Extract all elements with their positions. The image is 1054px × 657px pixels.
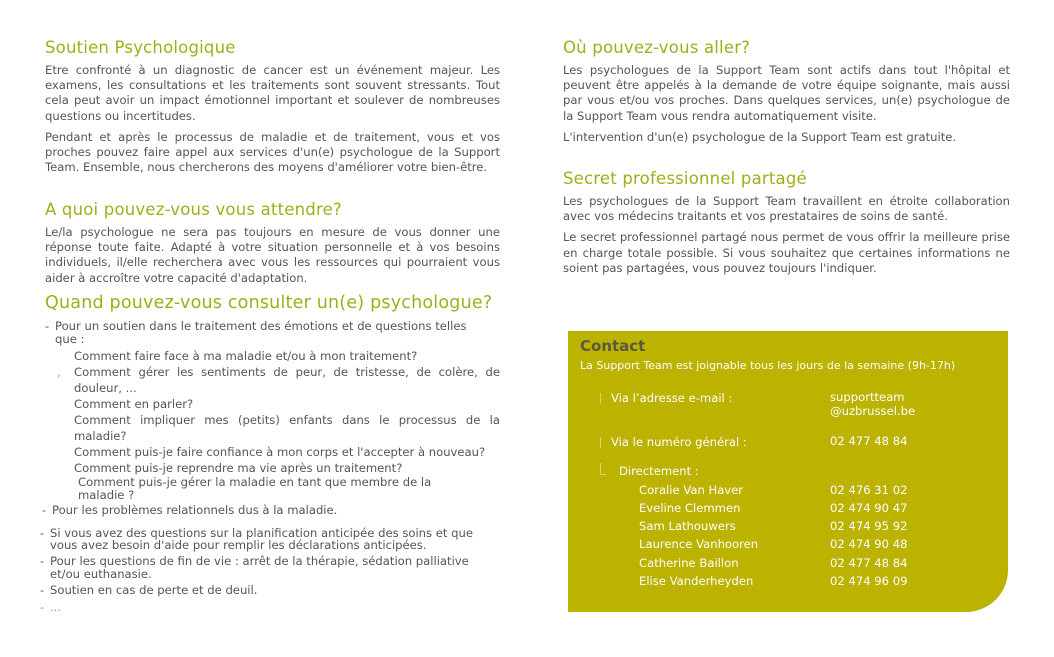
question-list (45, 348, 500, 501)
paragraph: Pendant et après le processus de maladie et de traitement, vous et vos proches pouvez faire appel aux services d'un(e) psychologue de la Support Team. Ensemble, nous chercherons des moyens d'améliorer votre bien-être. (45, 129, 500, 175)
heading-secret-professionnel: Secret professionnel partagé (563, 169, 807, 188)
person-phone[interactable]: 02 474 96 09 (830, 574, 908, 588)
person-phone[interactable]: 02 477 48 84 (830, 556, 908, 570)
section-attendre (45, 200, 500, 286)
paragraph: Les psychologues de la Support Team travaillent en étroite collaboration avec vos médecins traitants et vos prestataires de soins de santé. (563, 194, 1010, 224)
person-phone[interactable]: 02 476 31 02 (830, 483, 908, 497)
section-secret-professionnel (563, 169, 1010, 276)
person-name: Elise Vanderheyden (639, 574, 754, 588)
list-item: - Pour un soutien dans le traitement des émotions et de questions telles que : (45, 319, 467, 347)
contact-box (568, 331, 1008, 612)
question-item: Comment puis-je gérer la maladie en tant que membre de la maladie ? (78, 475, 432, 502)
bullet-mark-icon: ‚ (57, 365, 61, 380)
person-name: Catherine Baillon (639, 556, 739, 570)
email-label: Via l’adresse e-mail : (611, 391, 733, 405)
person-phone[interactable]: 02 474 90 48 (830, 537, 908, 551)
contact-title: Contact (580, 337, 646, 355)
question-item: Comment puis-je reprendre ma vie après un traitement? (74, 461, 403, 476)
question-item: Comment impliquer mes (petits) enfants dans le processus de la maladie? (74, 413, 500, 444)
heading-soutien-psychologique: Soutien Psychologique (45, 38, 236, 57)
heading-a-quoi-attendre: A quoi pouvez-vous vous attendre? (45, 200, 342, 219)
list-item: - Pour les questions de fin de vie : arrêt de la thérapie, sédation palliative et/ou euthanasie. (40, 554, 469, 581)
person-name: Laurence Vanhooren (639, 537, 759, 551)
paragraph: Etre confronté à un diagnostic de cancer est un événement majeur. Les examens, les consultations et les traitements sont souvent stressants. Tout cela peut avoir un impact émotionnel important et soulever de nombreuses questions ou incertitudes. (45, 63, 500, 123)
question-item: ‚ Comment gérer les sentiments de peur, de tristesse, de colère, de douleur, ... (57, 365, 500, 396)
contact-intro: La Support Team est joignable tous les jours de la semaine (9h-17h) (580, 359, 956, 372)
section-soutien (45, 38, 500, 175)
list-item: - Pour les problèmes relationnels dus à la maladie. (42, 503, 338, 518)
paragraph: Le/la psychologue ne sera pas toujours en mesure de vous donner une réponse toute faite. Adapté à votre situation personnelle et à vos besoins individuels, il/elle recherchera avec vous les ressources qui pourraient vous aider à accroître votre capacité d'adaptation. (45, 225, 500, 285)
list-item: - ... (40, 600, 62, 614)
question-item: Comment en parler? (74, 397, 194, 412)
direct-label: Directement : (619, 464, 699, 478)
person-phone[interactable]: 02 474 95 92 (830, 519, 908, 533)
person-name: Eveline Clemmen (639, 501, 741, 515)
paragraph: Le secret professionnel partagé nous permet de vous offrir la meilleure prise en charge totale possible. Si vous souhaitez que certaines informations ne soient pas partagées, vous pouvez toujours l'indiquer. (563, 230, 1010, 275)
person-phone[interactable]: 02 474 90 47 (830, 501, 908, 515)
bullet-bar-icon (600, 393, 601, 404)
question-item: Comment puis-je faire confiance à mon corps et l'accepter à nouveau? (74, 445, 486, 460)
person-name: Coralie Van Haver (639, 483, 744, 497)
question-item: Comment faire face à ma maladie et/ou à mon traitement? (74, 349, 418, 364)
section-quand-consulter (40, 293, 500, 614)
heading-ou-aller: Où pouvez-vous aller? (563, 38, 751, 57)
heading-quand-consulter: Quand pouvez-vous consulter un(e) psychologue? (45, 293, 493, 313)
paragraph: Les psychologues de la Support Team sont actifs dans tout l'hôpital et peuvent être appelés à la demande de votre équipe soignante, mais aussi par vous et/ou vos proches. Dans quelques services, un(e) psychologue de la Support Team vous rendra automatiquement visite. (563, 63, 1010, 123)
paragraph: L'intervention d'un(e) psychologue de la Support Team est gratuite. (563, 129, 957, 144)
bullet-bar-icon (600, 437, 601, 448)
list-item: - Si vous avez des questions sur la planification anticipée des soins et que vous avez besoin d'aide pour remplir les déclarations anticipées. (40, 525, 473, 552)
email-link[interactable]: supportteam @uzbrussel.be (830, 390, 916, 418)
bullet-corner-icon (600, 463, 606, 475)
consult-list (40, 319, 500, 614)
phone-label: Via le numéro général : (611, 435, 747, 449)
section-ou-aller (563, 38, 1010, 145)
phone-value[interactable]: 02 477 48 84 (830, 434, 908, 448)
list-item: - Soutien en cas de perte et de deuil. (40, 582, 258, 597)
person-name: Sam Lathouwers (639, 519, 736, 533)
